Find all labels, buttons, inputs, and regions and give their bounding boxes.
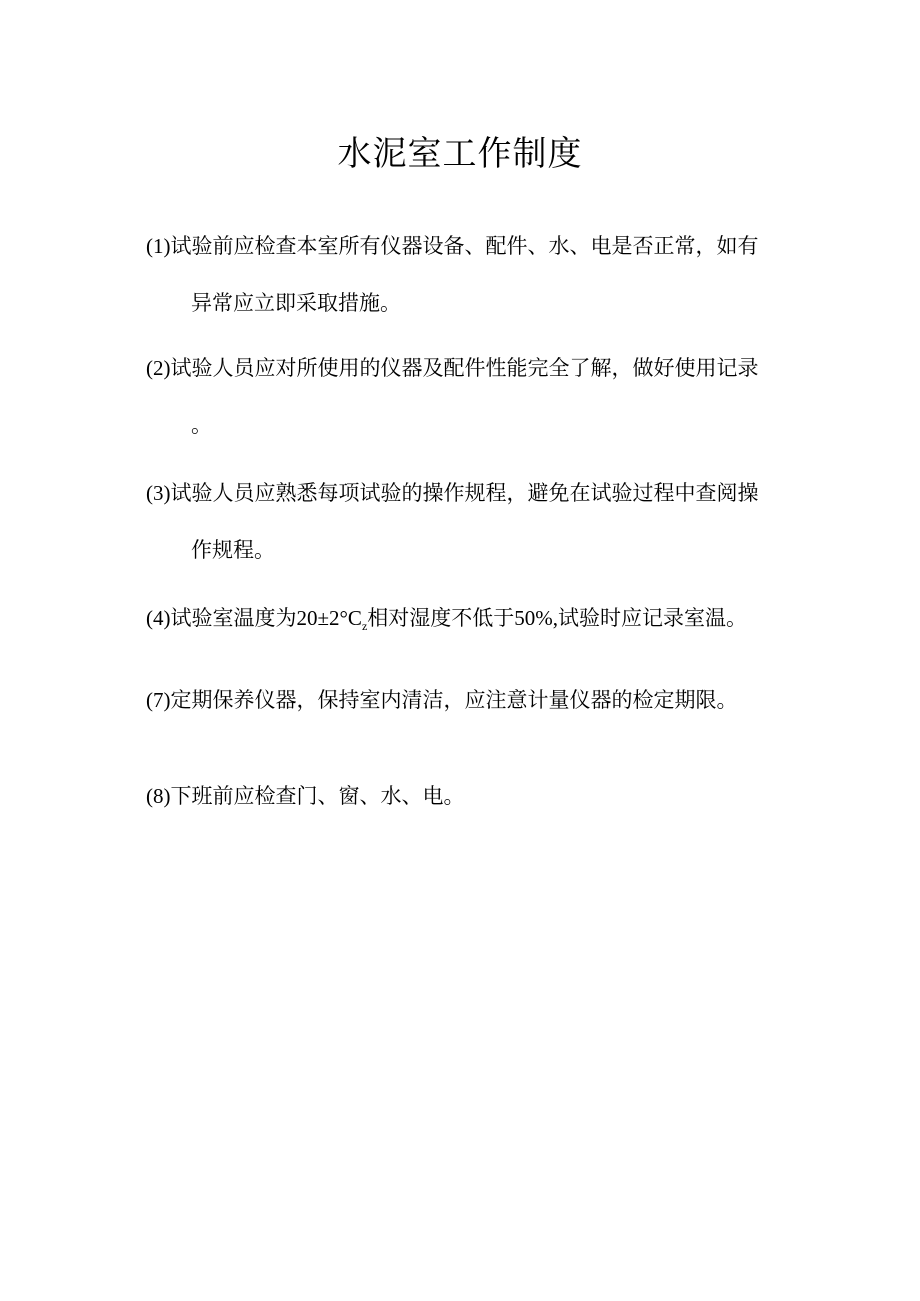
subscript-mark: z xyxy=(361,619,368,633)
rule-text-part: 相对湿度不低于 xyxy=(367,606,515,630)
rule-number: (2) xyxy=(146,356,171,380)
rule-text-line-1: 定期保养仪器，保持室内清洁，应注意计量仪器的检定期限。 xyxy=(170,688,738,712)
rule-text-line-1: 试验人员应熟悉每项试验的操作规程，避免在试验过程中查阅操 xyxy=(170,481,759,505)
rule-item-7 xyxy=(146,672,786,729)
rule-number: (4) xyxy=(146,606,171,630)
rule-text-line-1: 试验人员应对所使用的仪器及配件性能完全了解，做好使用记录 xyxy=(170,356,759,380)
rule-text-part: 试验时应记录室温。 xyxy=(558,606,748,630)
document-title: 水泥室工作制度 xyxy=(337,134,583,174)
rule-item-2 xyxy=(146,340,786,454)
temperature-value: 20±2°C xyxy=(296,606,362,630)
rule-text-line-2: 。 xyxy=(191,413,212,437)
rule-text-line-1: 试验前应检查本室所有仪器设备、配件、水、电是否正常，如有 xyxy=(170,234,759,258)
rule-number: (8) xyxy=(146,784,171,808)
rule-item-8 xyxy=(146,768,786,825)
rule-text-part: 试验室温度为 xyxy=(170,606,297,630)
rule-item-4 xyxy=(146,590,786,655)
humidity-value: 50%, xyxy=(514,606,559,630)
rule-number: (7) xyxy=(146,688,171,712)
rule-text-line-1: 下班前应检查门、窗、水、电。 xyxy=(170,784,465,808)
rule-number: (3) xyxy=(146,481,171,505)
rule-text-line-2: 异常应立即采取措施。 xyxy=(191,291,401,315)
rule-number: (1) xyxy=(146,234,171,258)
rule-item-1 xyxy=(146,218,786,332)
rule-item-3 xyxy=(146,465,786,579)
rule-text-line-2: 作规程。 xyxy=(191,538,275,562)
